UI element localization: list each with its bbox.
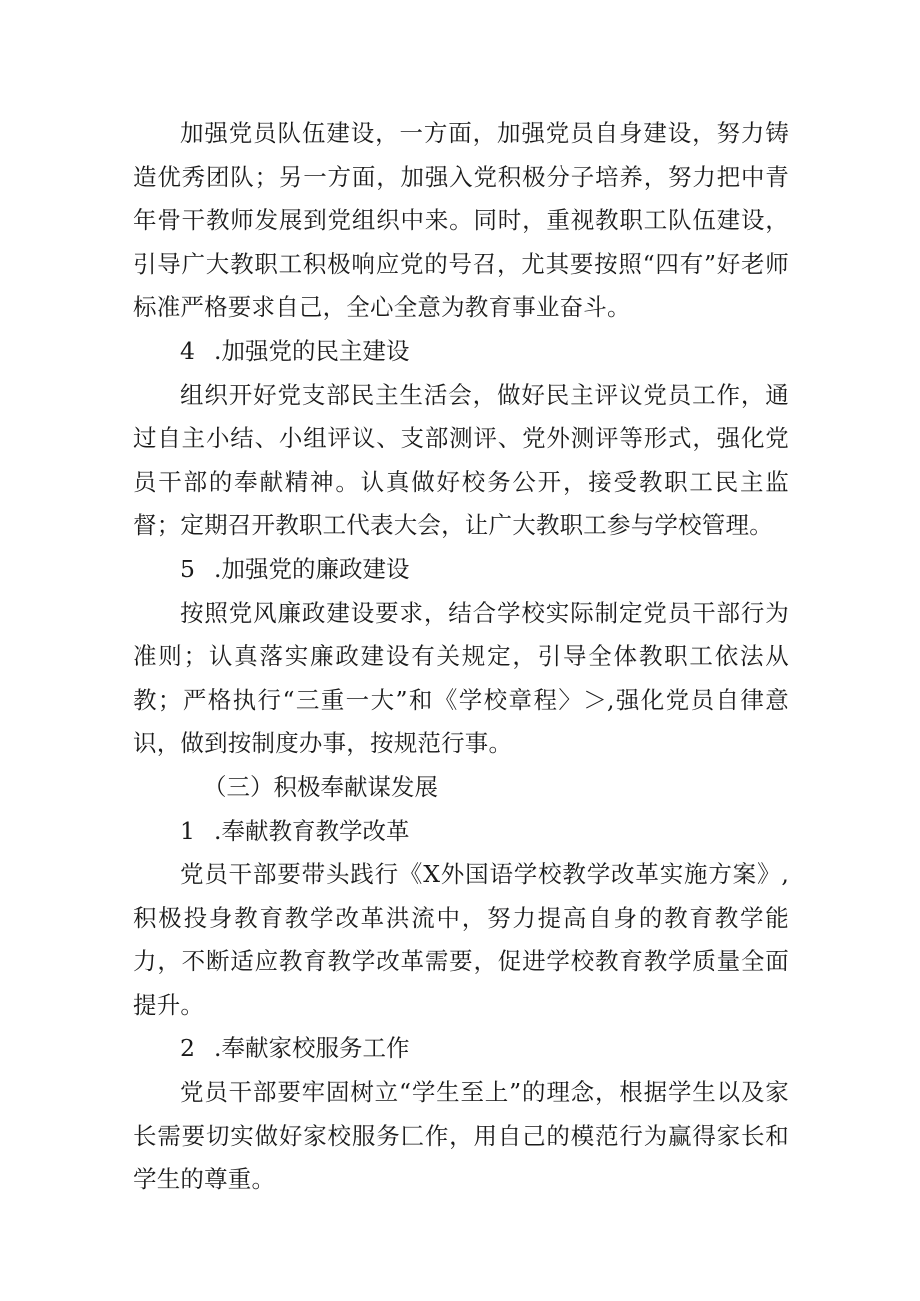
document-body (133, 112, 789, 1202)
paragraph-democratic-building: 组织开好党支部民主生活会，做好民主评议党员工作，通过自主小结、小组评议、支部测评、党外测评等形式，强化党员干部的奉献精神。认真做好校务公开，接受教职工民主监督；定期召开教职工代表大会，让广大教职工参与学校管理。 (133, 380, 789, 540)
heading-democratic-building (133, 330, 789, 374)
heading-title: .奉献教育教学改革 (214, 816, 410, 845)
paragraph-teaching-reform: 党员干部要带头践行《X外国语学校教学改革实施方案》,积极投身教育教学改革洪流中，努力提高自身的教育教学能力，不断适应教育教学改革需要，促进学校教育教学质量全面提升。 (133, 860, 789, 1019)
paragraph-home-school-service: 党员干部要牢固树立“学生至上”的理念，根据学生以及家长需要切实做好家校服务匚作，用自己的模范行为赢得家长和学生的尊重。 (133, 1078, 789, 1194)
heading-title: .加强党的民主建设 (214, 336, 410, 365)
paragraph-integrity-building: 按照党风廉政建设要求，结合学校实际制定党员干部行为准则；认真落实廉政建设有关规定，引导全体教职工依法从教；严格执行“三重一大”和《学校章程〉＞,强化党员自律意识，做到按制度办事，按规范行事。 (133, 598, 789, 758)
heading-title: .奉献家校服务工作 (214, 1034, 410, 1063)
heading-number: 5 (180, 554, 195, 583)
heading-integrity-building (133, 548, 789, 592)
heading-number: 2 (180, 1034, 195, 1063)
heading-title: .加强党的廉政建设 (214, 554, 410, 583)
section-heading-contribution: （三）积极奉献谋发展 (203, 772, 438, 801)
heading-teaching-reform (133, 810, 789, 854)
heading-number: 1 (180, 816, 195, 845)
heading-home-school-service (133, 1027, 789, 1071)
heading-number: 4 (180, 336, 195, 365)
paragraph-party-team-building: 加强党员队伍建设，一方面，加强党员自身建设，努力铸造优秀团队；另一方面，加强入党积极分子培养，努力把中青年骨干教师发展到党组织中来。同时，重视教职工队伍建设，引导广大教职工积极响应党的号召，尤其要按照“四有”好老师标准严格要求自己，全心全意为教育事业奋斗。 (133, 119, 789, 322)
